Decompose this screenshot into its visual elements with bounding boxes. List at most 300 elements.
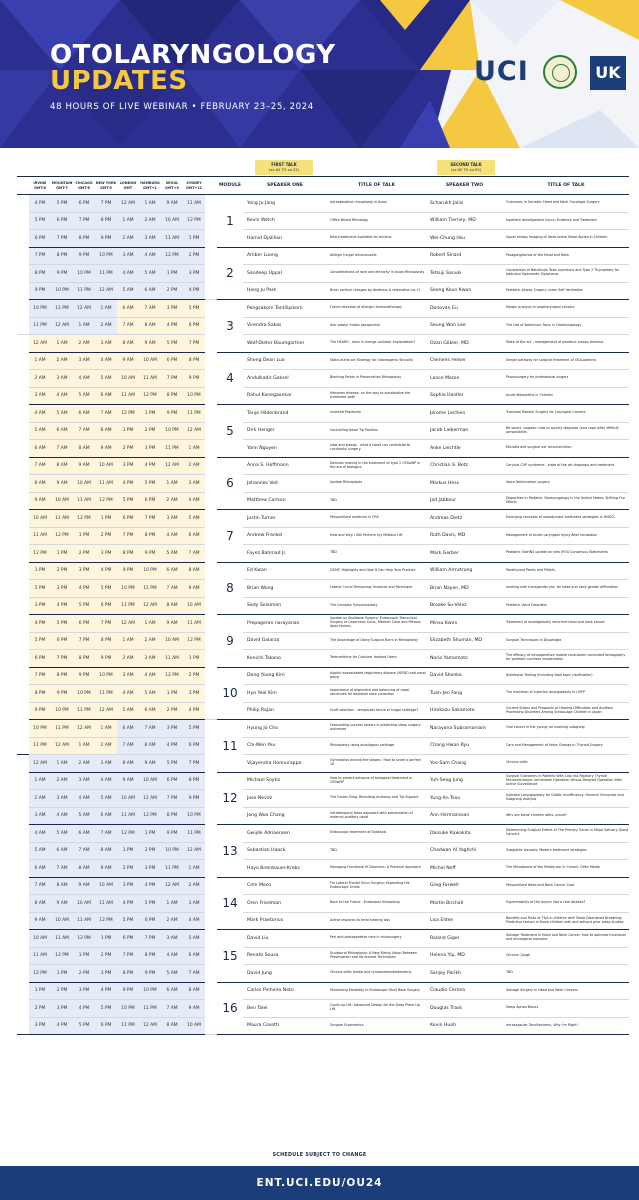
time-cell-mountain: 8 AM — [51, 877, 73, 895]
time-cell-hamburg: 9 AM — [139, 755, 161, 773]
time-cell-hamburg: 11 AM — [139, 790, 161, 808]
time-cell-london: 3 AM — [117, 247, 139, 265]
time-cell-new-york: 12 AM — [95, 282, 117, 300]
time-cell-mountain: 1 AM — [51, 335, 73, 353]
talk-title-one: Future direction of allergen immunotherapy — [327, 300, 426, 318]
talk-title-one: How to predict outcome of biological treatment in CRSwNP — [327, 772, 426, 790]
speaker-two: Minsu Kwon — [426, 615, 503, 633]
time-cell-irvine: 6 AM — [29, 860, 51, 878]
talk-title-one: Rhinoplasty using autologous cartilage — [327, 737, 426, 755]
time-cell-irvine: 4 PM — [29, 195, 51, 213]
time-cell-new-york: 4 PM — [95, 562, 117, 580]
table-row — [17, 597, 629, 615]
talk-title-one: Chronic otitis media and tympanomastoidectomy — [327, 965, 426, 983]
table-row — [17, 842, 629, 860]
time-cell-mountain: 3 PM — [51, 580, 73, 598]
time-cell-irvine: 11 PM — [29, 737, 51, 755]
time-cell-chicago: 4 AM — [73, 370, 95, 388]
talk-title-one: Alar plasty: Indian perspective — [327, 317, 426, 335]
time-cell-sydney: 9 AM — [183, 580, 205, 598]
talk-title-one: State-of-the-art Strategy for Odontogenic Sinusitis — [327, 352, 426, 370]
time-cell-sydney: 10 PM — [183, 387, 205, 405]
time-cell-seoul: 12 PM — [161, 667, 183, 685]
time-cell-chicago: 2 PM — [73, 545, 95, 563]
time-cell-sydney: 7 AM — [183, 545, 205, 563]
time-cell-mountain: 11 AM — [51, 930, 73, 948]
table-row — [17, 265, 629, 283]
speaker-two: Douglas Trask — [426, 1000, 503, 1018]
day-label-left — [17, 335, 29, 755]
time-cell-london: 6 PM — [117, 930, 139, 948]
time-cell-seoul: 6 AM — [161, 562, 183, 580]
time-cell-sydney: 10 AM — [183, 597, 205, 615]
time-cell-chicago: 9 PM — [73, 247, 95, 265]
time-cell-seoul: 1 AM — [161, 895, 183, 913]
time-cell-irvine: 5 AM — [29, 422, 51, 440]
time-cell-sydney: 6 AM — [183, 947, 205, 965]
time-cell-chicago: 2 AM — [73, 755, 95, 773]
table-header-row — [17, 177, 629, 195]
time-cell-seoul: 3 PM — [161, 300, 183, 318]
time-cell-seoul: 1 AM — [161, 475, 183, 493]
time-cell-sydney: 4 AM — [183, 912, 205, 930]
time-cell-sydney: 9 PM — [183, 790, 205, 808]
time-cell-irvine: 9 AM — [29, 912, 51, 930]
time-cell-new-york: 10 PM — [95, 247, 117, 265]
talk-title-one: Intraoperative rhinoplasty in Asian — [327, 195, 426, 213]
time-cell-new-york: 12 PM — [95, 492, 117, 510]
time-cell-sydney: 1 AM — [183, 440, 205, 458]
speaker-one: Gwijde Adriaensen — [243, 825, 327, 843]
time-cell-new-york: 7 AM — [95, 405, 117, 423]
talk-title-two: Voice feminization surgery — [503, 475, 629, 493]
time-cell-mountain: 4 AM — [51, 807, 73, 825]
speaker-one: Kenichi Takano — [243, 650, 327, 668]
table-row — [17, 737, 629, 755]
time-cell-seoul: 3 PM — [161, 720, 183, 738]
time-cell-irvine: 12 AM — [29, 335, 51, 353]
speaker-two: Narayana Subramaniam — [426, 720, 503, 738]
speaker-one: Jose Nevez — [243, 790, 327, 808]
talk-title-one: Graft selection - temporalis fascia or tragal cartilage? — [327, 702, 426, 720]
time-cell-seoul: 1 PM — [161, 265, 183, 283]
talk-title-one: Sculptural Rhinoplasty: A New Rising Vision Between Preservation and Structured Techniques — [327, 947, 426, 965]
talk-title-one: Peri and postoperative care in rhinosurgery — [327, 930, 426, 948]
talk-title-one: Surgical Ergonomics — [327, 1017, 426, 1035]
header-time-seoul: SEOUL GMT+9 — [161, 177, 183, 195]
time-cell-london: 11 AM — [117, 387, 139, 405]
time-cell-london: 9 AM — [117, 352, 139, 370]
time-cell-new-york: 7 PM — [95, 615, 117, 633]
speaker-one: Virendra Sakas — [243, 317, 327, 335]
time-cell-hamburg: 10 AM — [139, 352, 161, 370]
table-row — [17, 405, 629, 423]
speaker-two: Seung Won Lee — [426, 317, 503, 335]
talk-title-two: Inpatient Aerodigestive Injury: Evidence and Treatment — [503, 212, 629, 230]
time-cell-irvine: 12 PM — [29, 965, 51, 983]
time-cell-london: 7 AM — [117, 737, 139, 755]
time-cell-seoul: 4 AM — [161, 527, 183, 545]
time-cell-seoul: 12 PM — [161, 247, 183, 265]
time-cell-hamburg: 11 PM — [139, 1000, 161, 1018]
time-cell-new-york: 12 AM — [95, 702, 117, 720]
time-cell-hamburg: 6 AM — [139, 702, 161, 720]
schedule-note: SCHEDULE SUBJECT TO CHANGE — [272, 1153, 367, 1158]
time-cell-seoul: 9 AM — [161, 615, 183, 633]
speaker-two: Seong Keun Kwon — [426, 282, 503, 300]
talk-title-one: New treatments available for tinnitus — [327, 230, 426, 248]
time-cell-london: 1 PM — [117, 842, 139, 860]
talk-title-two: The Microbiome of the Middle ear in Chronic Otitis Media — [503, 860, 629, 878]
speaker-two: Sanjay Parikh — [426, 965, 503, 983]
time-cell-hamburg: 3 AM — [139, 230, 161, 248]
talk-title-one: For Lateral Frontal Sinus Surgery: Expanding the Endoscopic Limits — [327, 877, 426, 895]
time-cell-hamburg: 6 PM — [139, 912, 161, 930]
time-cell-sydney: 4 AM — [183, 492, 205, 510]
time-cell-sydney: 5 PM — [183, 300, 205, 318]
time-cell-hamburg: 7 PM — [139, 930, 161, 948]
time-cell-mountain: 9 PM — [51, 265, 73, 283]
time-cell-chicago: 5 AM — [73, 807, 95, 825]
time-cell-irvine: 1 AM — [29, 772, 51, 790]
time-cell-sydney: 12 AM — [183, 422, 205, 440]
day-label-mid — [205, 195, 217, 300]
speaker-one: Renato Sousa — [243, 947, 327, 965]
time-cell-hamburg: 1 PM — [139, 825, 161, 843]
talk-title-one: Update on Skullbase Surgery: Endoscopic Transclival Surgery of Cavernous Sinus, Meckels Cave and Petrous Apex lesions. — [327, 615, 426, 633]
time-cell-chicago: 6 PM — [73, 195, 95, 213]
time-cell-hamburg: 2 PM — [139, 422, 161, 440]
speaker-one: Jong Woo Chang — [243, 807, 327, 825]
time-cell-new-york: 3 PM — [95, 545, 117, 563]
time-cell-seoul: 9 AM — [161, 195, 183, 213]
speaker-two: Anke Leichtle — [426, 440, 503, 458]
time-cell-mountain: 7 PM — [51, 650, 73, 668]
time-cell-new-york: 9 AM — [95, 440, 117, 458]
time-cell-sydney: 11 PM — [183, 825, 205, 843]
talk-title-two: Pediatric Voice Disorders — [503, 597, 629, 615]
table-row — [17, 965, 629, 983]
footer-url-bar[interactable]: ENT.UCI.EDU/OU24 — [0, 1166, 639, 1200]
time-cell-sydney: 12 PM — [183, 212, 205, 230]
time-cell-london: 6 AM — [117, 300, 139, 318]
talk-title-two: Determining Surgical Extent of The Primary Tumor in Major Salivary Gland Cancers — [503, 825, 629, 843]
time-cell-new-york: 4 AM — [95, 352, 117, 370]
time-cell-new-york: 6 AM — [95, 807, 117, 825]
speaker-two: Roland Giger — [426, 930, 503, 948]
time-cell-mountain: 11 PM — [51, 300, 73, 318]
time-cell-sydney: 8 AM — [183, 982, 205, 1000]
table-row — [17, 335, 629, 353]
talk-title-one: The Advantage of Using Surgical Burrs in Rhinoplasty — [327, 632, 426, 650]
time-cell-london: 4 AM — [117, 265, 139, 283]
time-cell-hamburg: 5 PM — [139, 895, 161, 913]
speaker-one: Andulkadir Goksel — [243, 370, 327, 388]
header-time-chicago: CHICAGO GMT-6 — [73, 177, 95, 195]
speaker-two: Markus Hess — [426, 475, 503, 493]
table-row — [17, 387, 629, 405]
time-cell-sydney: 2 PM — [183, 667, 205, 685]
talk-title-one: Lateral Crural Tensioning: Nuances and Technique — [327, 580, 426, 598]
talk-title-two: Parathyroid Pearls and Pitfalls — [503, 562, 629, 580]
time-cell-hamburg: 4 AM — [139, 667, 161, 685]
speaker-two: Elizabeth Shuman, MD — [426, 632, 503, 650]
time-cell-chicago: 1 PM — [73, 947, 95, 965]
time-cell-mountain: 11 PM — [51, 720, 73, 738]
time-cell-new-york: 9 PM — [95, 230, 117, 248]
speaker-one: Sebastian Haack — [243, 842, 327, 860]
time-cell-mountain: 1 PM — [51, 545, 73, 563]
speaker-one: Cem Meco — [243, 877, 327, 895]
time-cell-hamburg: 4 PM — [139, 457, 161, 475]
time-cell-new-york: 11 AM — [95, 895, 117, 913]
speaker-two: Andreas Dietz — [426, 510, 503, 528]
time-cell-irvine: 2 AM — [29, 370, 51, 388]
time-cell-mountain: 10 AM — [51, 492, 73, 510]
time-cell-london: 6 PM — [117, 510, 139, 528]
time-cell-new-york: 5 AM — [95, 790, 117, 808]
header-time-sydney: SYDNEY GMT+11 — [183, 177, 205, 195]
speaker-one: Johannes Veit — [243, 475, 327, 493]
time-cell-chicago: 10 PM — [73, 685, 95, 703]
time-cell-chicago: 1 AM — [73, 737, 95, 755]
speaker-one: David Liu — [243, 930, 327, 948]
talk-title-two: Nutritional Testing (Including food topic clarification) — [503, 667, 629, 685]
time-cell-chicago: 8 PM — [73, 230, 95, 248]
speaker-two: Chang Hwan Ryu — [426, 737, 503, 755]
table-row — [17, 755, 629, 773]
time-cell-new-york: 8 PM — [95, 212, 117, 230]
speaker-one: Hyo Yeol Kim — [243, 685, 327, 703]
time-cell-chicago: 8 AM — [73, 860, 95, 878]
table-row — [17, 422, 629, 440]
time-cell-irvine: 12 AM — [29, 755, 51, 773]
talk-title-two: The evolution of injection laryngoplasty in UVFP — [503, 685, 629, 703]
time-cell-new-york: 11 AM — [95, 475, 117, 493]
time-cell-mountain: 7 AM — [51, 440, 73, 458]
time-cell-sydney: 8 AM — [183, 562, 205, 580]
talk-title-two: Phonosurgery for professional singers — [503, 370, 629, 388]
speaker-one: Anna S. Hoffmann — [243, 457, 327, 475]
talk-title-two: Chronic otitis — [503, 755, 629, 773]
time-cell-seoul: 11 PM — [161, 860, 183, 878]
time-cell-seoul: 2 PM — [161, 282, 183, 300]
time-cell-seoul: 6 PM — [161, 352, 183, 370]
header-time-london: LONDON GMT — [117, 177, 139, 195]
time-cell-irvine: 10 PM — [29, 720, 51, 738]
time-cell-irvine: 9 AM — [29, 492, 51, 510]
time-cell-chicago: 9 AM — [73, 457, 95, 475]
time-cell-chicago: 9 PM — [73, 667, 95, 685]
time-cell-mountain: 5 AM — [51, 405, 73, 423]
time-cell-new-york: 1 PM — [95, 930, 117, 948]
time-cell-mountain: 4 PM — [51, 1017, 73, 1035]
talk-title-two: Pediatric OtoHNS update on new IPOG Consensus Statements — [503, 545, 629, 563]
time-cell-seoul: 12 AM — [161, 877, 183, 895]
time-cell-chicago: 2 PM — [73, 965, 95, 983]
time-cell-irvine: 10 PM — [29, 300, 51, 318]
time-cell-irvine: 2 AM — [29, 790, 51, 808]
module-number: 2 — [217, 247, 243, 300]
second-talk-duration: (xx:30 TO xx:55) — [450, 167, 482, 172]
speaker-one: Sady Selaimen — [243, 597, 327, 615]
time-cell-irvine: 4 AM — [29, 405, 51, 423]
table-row — [17, 212, 629, 230]
time-cell-new-york: 2 AM — [95, 737, 117, 755]
talk-title-one: Cupid Lip Lift: Advanced Design for the Deep Plane Lip Lift — [327, 1000, 426, 1018]
time-cell-chicago: 3 PM — [73, 982, 95, 1000]
time-cell-hamburg: 10 AM — [139, 772, 161, 790]
time-cell-london: 4 AM — [117, 685, 139, 703]
time-cell-seoul: 1 PM — [161, 685, 183, 703]
schedule-table — [17, 176, 629, 1035]
time-cell-london: 3 PM — [117, 877, 139, 895]
time-cell-seoul: 7 AM — [161, 1000, 183, 1018]
talk-title-one: Endoscopic treatment of Epistaxis — [327, 825, 426, 843]
module-number: 13 — [217, 825, 243, 878]
time-cell-seoul: 6 AM — [161, 982, 183, 1000]
table-row — [17, 895, 629, 913]
time-cell-irvine: 8 AM — [29, 895, 51, 913]
talk-title-one: TBD — [327, 492, 426, 510]
talk-title-two: Acute Mastoiditis in Children — [503, 387, 629, 405]
time-cell-new-york: 4 AM — [95, 772, 117, 790]
talk-title-two: Intracapsular Tonsillectomy- Why I'm Right! — [503, 1017, 629, 1035]
speaker-one: Michael Soyka — [243, 772, 327, 790]
speaker-one: Amber Luong — [243, 247, 327, 265]
time-cell-london: 10 PM — [117, 580, 139, 598]
talk-title-one: Minimizing Morbidity in Endoscopic Skull Base Surgery — [327, 982, 426, 1000]
time-cell-london: 5 AM — [117, 702, 139, 720]
time-cell-new-york: 6 PM — [95, 1017, 117, 1035]
speaker-two: Clemens Heiser — [426, 352, 503, 370]
time-cell-hamburg: 7 AM — [139, 720, 161, 738]
time-cell-seoul: 11 PM — [161, 440, 183, 458]
speaker-two: Yung-An Tsou — [426, 790, 503, 808]
talk-title-one: Allergic fungal rhinosinusitis — [327, 247, 426, 265]
time-cell-hamburg: 8 PM — [139, 947, 161, 965]
time-cell-london: 12 AM — [117, 195, 139, 213]
title-line-2: UPDATES — [50, 66, 188, 96]
talk-title-two: The Use of Botulinum Toxin in Otolaryngology — [503, 317, 629, 335]
time-cell-sydney: 9 PM — [183, 370, 205, 388]
speaker-two: Brooke Su-Velez — [426, 597, 503, 615]
talk-title-one: Forecasting success factors in predicting sleep surgery outcomes — [327, 720, 426, 738]
time-cell-mountain: 3 AM — [51, 790, 73, 808]
speaker-one: Kevin Welch — [243, 212, 327, 230]
time-cell-irvine: 12 PM — [29, 545, 51, 563]
time-cell-hamburg: 8 AM — [139, 317, 161, 335]
talk-title-one: Office Based Rhinology — [327, 212, 426, 230]
header-time-hamburg: HAMBURG GMT+1 — [139, 177, 161, 195]
talk-title-one: Aspirin-exacerbated respiratory disease (AERD) and nasal polyp — [327, 667, 426, 685]
talk-title-two: Hypermobility of the larynx: Not a rare disease? — [503, 895, 629, 913]
time-cell-mountain: 12 AM — [51, 317, 73, 335]
time-cell-london: 9 PM — [117, 562, 139, 580]
time-cell-mountain: 10 AM — [51, 912, 73, 930]
time-cell-seoul: 11 AM — [161, 230, 183, 248]
talk-title-two: working with transgender pts. for head and neck gender affirmation — [503, 580, 629, 598]
time-cell-seoul: 5 AM — [161, 545, 183, 563]
time-cell-seoul: 10 PM — [161, 842, 183, 860]
speaker-one: Oren Friedman — [243, 895, 327, 913]
time-cell-chicago: 10 AM — [73, 895, 95, 913]
first-talk-duration: (xx:00 TO xx:25) — [268, 167, 300, 172]
speaker-two: Kevin Huoh — [426, 1017, 503, 1035]
time-cell-london: 2 AM — [117, 230, 139, 248]
talk-title-one: Back to the Future : Endonasal rhinoplasty — [327, 895, 426, 913]
time-cell-sydney: 3 AM — [183, 475, 205, 493]
time-cell-sydney: 11 AM — [183, 195, 205, 213]
time-cell-sydney: 5 PM — [183, 720, 205, 738]
time-cell-irvine: 9 PM — [29, 282, 51, 300]
table-row — [17, 825, 629, 843]
time-cell-new-york: 10 PM — [95, 667, 117, 685]
time-cell-sydney: 3 PM — [183, 265, 205, 283]
time-cell-hamburg: 4 PM — [139, 877, 161, 895]
talk-title-two: Margin analysis in oropharyngeal cancers — [503, 300, 629, 318]
time-cell-new-york: 9 AM — [95, 860, 117, 878]
table-row — [17, 475, 629, 493]
talk-tags — [17, 160, 629, 176]
time-cell-chicago: 5 PM — [73, 597, 95, 615]
time-cell-sydney: 2 AM — [183, 457, 205, 475]
time-cell-mountain: 5 PM — [51, 615, 73, 633]
talk-title-two: Chronic Cough — [503, 947, 629, 965]
time-cell-london: 8 AM — [117, 335, 139, 353]
time-cell-new-york: 4 PM — [95, 982, 117, 1000]
time-cell-seoul: 10 PM — [161, 422, 183, 440]
time-cell-irvine: 9 PM — [29, 702, 51, 720]
talk-title-one: Blocking Points in Preservation Rhinoplasty — [327, 370, 426, 388]
talk-title-two: Care and Management of Voice Change in Thyroid Surgery — [503, 737, 629, 755]
talk-title-two: State of the art – management of pediatric airway stenosis — [503, 335, 629, 353]
talk-title-two: Sleep Apnea Basics — [503, 1000, 629, 1018]
talk-title-two: Salvage Treatment in Head and Neck Cancer: how to optimize functional and oncological outcome — [503, 930, 629, 948]
speaker-one: Prepageran narayanan — [243, 615, 327, 633]
time-cell-irvine: 8 PM — [29, 265, 51, 283]
speaker-two: Jad Jabbour — [426, 492, 503, 510]
speaker-one: Dong Young Kim — [243, 667, 327, 685]
time-cell-london: 7 PM — [117, 527, 139, 545]
time-cell-london: 2 PM — [117, 440, 139, 458]
table-row — [17, 492, 629, 510]
time-cell-new-york: 6 AM — [95, 387, 117, 405]
table-row — [17, 807, 629, 825]
time-cell-new-york: 10 AM — [95, 457, 117, 475]
header-day-spacer-2 — [205, 177, 217, 195]
time-cell-london: 7 PM — [117, 947, 139, 965]
time-cell-mountain: 12 PM — [51, 947, 73, 965]
time-cell-hamburg: 4 AM — [139, 247, 161, 265]
time-cell-chicago: 5 PM — [73, 1017, 95, 1035]
day-label-left — [17, 195, 29, 335]
speaker-one: Fayez Bahmad Jr. — [243, 545, 327, 563]
time-cell-chicago: 11 AM — [73, 912, 95, 930]
time-cell-seoul: 10 AM — [161, 632, 183, 650]
speaker-two: William Tierney, MD — [426, 212, 503, 230]
table-row — [17, 317, 629, 335]
time-cell-london: 10 PM — [117, 1000, 139, 1018]
time-cell-sydney: 6 PM — [183, 737, 205, 755]
talk-title-one: Managing Functional III Dizziness: A Practical Approach — [327, 860, 426, 878]
time-cell-chicago: 6 AM — [73, 405, 95, 423]
uci-logo: UCI — [474, 56, 529, 87]
time-cell-sydney: 11 AM — [183, 615, 205, 633]
speaker-one: David Galarza — [243, 632, 327, 650]
talk-title-two: TBD — [503, 965, 629, 983]
time-cell-mountain: 8 PM — [51, 247, 73, 265]
